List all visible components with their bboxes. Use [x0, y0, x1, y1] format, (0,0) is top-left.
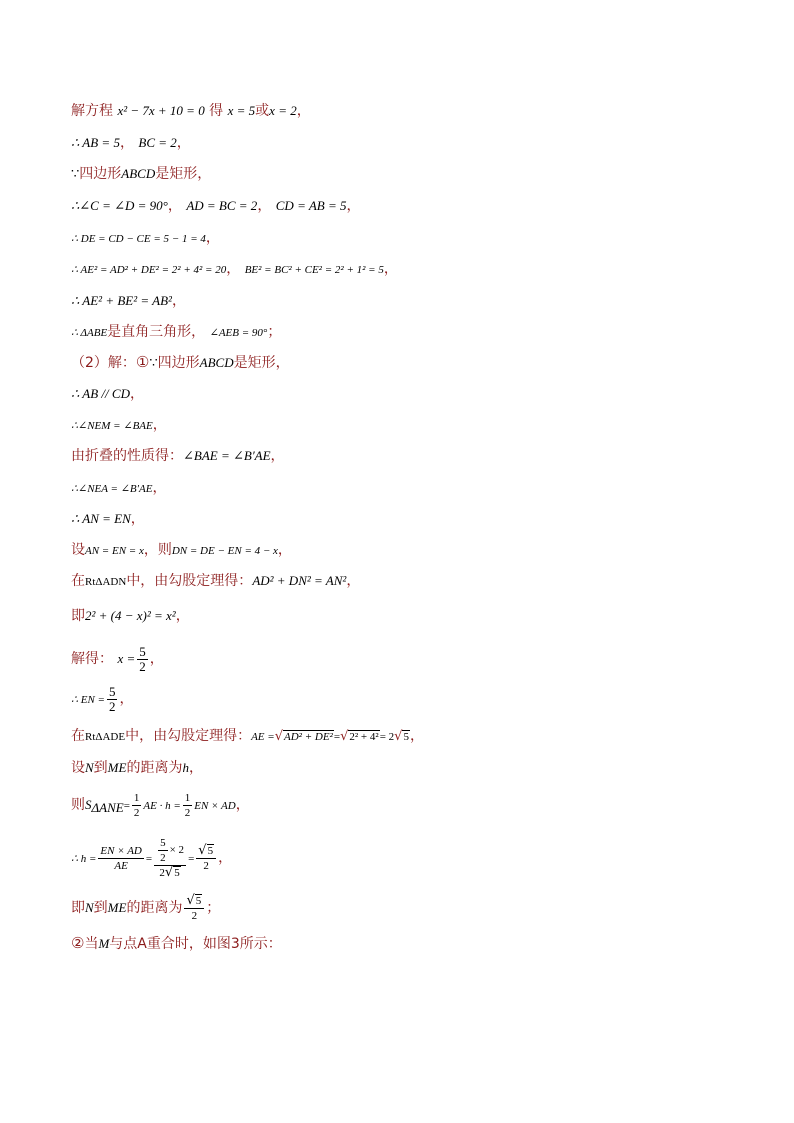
circled-number: ②: [71, 934, 85, 952]
equation: ∴ AB = 5: [71, 135, 120, 150]
fraction: [196, 844, 216, 873]
text: 的距离为: [126, 900, 183, 916]
punctuation: ，: [175, 608, 190, 624]
numerator: 1: [133, 791, 140, 804]
radicand: 5: [195, 894, 202, 907]
punctuation: ，: [171, 293, 186, 309]
radicand: 5: [403, 731, 409, 743]
sqrt-icon: √: [186, 892, 195, 908]
solution-line: [71, 416, 764, 435]
radicand: 5: [174, 867, 180, 879]
text: 是矩形，: [155, 166, 212, 182]
equation: x =: [117, 651, 136, 666]
punctuation: ；: [267, 324, 282, 340]
solution-line: [71, 260, 764, 279]
complex-fraction: [154, 836, 186, 880]
sqrt-icon: √: [394, 729, 403, 744]
text: 中，由勾股定理得：: [125, 728, 252, 744]
solution-line: [71, 644, 764, 674]
equation: CD = AB = 5: [275, 198, 347, 213]
solution-line: [71, 229, 764, 248]
solution-line: [71, 541, 764, 560]
equation: RtΔADE: [85, 731, 126, 743]
solution-line: [71, 759, 764, 777]
equals: =: [188, 853, 195, 865]
punctuation: ，: [176, 135, 191, 151]
solution-line: [71, 572, 764, 591]
punctuation: ，: [167, 198, 182, 214]
text: 当: [84, 936, 99, 952]
numerator: 1: [184, 791, 191, 804]
numerator: 5: [139, 643, 146, 659]
equation: x = 2: [269, 103, 297, 118]
radicand: 5: [207, 844, 214, 857]
text: 得: [209, 103, 224, 119]
equation: ∴ DE = CD − CE = 5 − 1 = 4: [71, 233, 206, 245]
equation: ∴ h =: [71, 853, 97, 865]
denominator: 2: [191, 909, 198, 922]
fraction: [184, 894, 204, 923]
denominator: 2: [108, 698, 116, 714]
denominator: 2: [160, 852, 166, 864]
variable: M: [98, 936, 110, 951]
text: 即: [71, 608, 85, 624]
punctuation: ，: [152, 480, 167, 496]
fraction: [158, 836, 168, 865]
denominator: [157, 866, 182, 880]
text: 的距离为: [126, 760, 183, 776]
numerator: EN × AD: [100, 844, 142, 857]
punctuation: ，: [149, 651, 164, 667]
equation: BC = 2: [138, 135, 177, 150]
text: 四边形: [79, 166, 122, 182]
equation: ∴ AE² = AD² + DE² = 2² + 4² = 20: [71, 264, 227, 276]
equation: ∠BAE = ∠B′AE: [183, 448, 271, 463]
solution-line: [71, 353, 764, 372]
equation: ∴ AE² + BE² = AB²: [71, 293, 172, 308]
text: 设: [71, 542, 85, 558]
equation: RtΔADN: [85, 576, 127, 588]
equation: ABCD: [199, 355, 234, 370]
solution-line: [71, 102, 764, 120]
text: 是直角三角形，: [107, 324, 206, 340]
equation: DN = DE − EN = 4 − x: [171, 545, 278, 557]
radicand: AD² + DE²: [284, 731, 333, 743]
sqrt-icon: √: [198, 842, 207, 858]
text: 在: [71, 728, 85, 744]
sqrt-icon: √: [274, 729, 283, 744]
sqrt-icon: √: [340, 729, 349, 744]
solution-line: [71, 835, 764, 882]
equation: ∠AEB = 90°: [209, 327, 268, 339]
equation: 2² + (4 − x)² = x²: [85, 608, 176, 623]
solution-line: [71, 727, 764, 746]
solution-line: [71, 323, 764, 342]
punctuation: ，: [152, 417, 167, 433]
fraction: [137, 645, 148, 674]
punctuation: ；: [206, 900, 221, 916]
punctuation: ，: [296, 103, 311, 119]
equation: ∴∠NEM = ∠BAE: [71, 420, 153, 432]
punctuation: ，: [130, 511, 145, 527]
variable: ME: [107, 900, 127, 915]
variable: N: [85, 760, 94, 775]
punctuation: ，: [409, 728, 424, 744]
solution-line: [71, 934, 764, 953]
denominator: AE: [114, 859, 128, 872]
part-label: （2）解：: [71, 355, 136, 371]
numerator: [184, 894, 204, 909]
solution-line: [71, 447, 764, 465]
text: 与点A重合时，如图3所示：: [109, 936, 282, 952]
punctuation: ，: [270, 448, 285, 464]
text: 则: [71, 797, 85, 813]
multiplier: × 2: [169, 844, 185, 857]
solution-line: [71, 134, 764, 152]
text: 在: [71, 573, 85, 589]
variable: N: [85, 900, 94, 915]
equals: =: [145, 853, 153, 865]
text: 中，由勾股定理得：: [126, 573, 253, 589]
equation: x² − 7x + 10 = 0: [117, 103, 205, 118]
fraction: [107, 685, 118, 714]
fraction: [98, 844, 143, 873]
punctuation: ，: [119, 135, 134, 151]
equation: ∴ AN = EN: [71, 511, 131, 526]
equals: =: [123, 800, 130, 812]
equation: ∴ ΔABE: [71, 327, 108, 339]
solution-line: [71, 197, 764, 215]
fraction: [132, 791, 142, 820]
text: 解得：: [71, 651, 113, 667]
variable: h: [182, 760, 189, 775]
punctuation: ，: [218, 850, 233, 866]
text: 到: [93, 900, 108, 916]
equation: x = 5: [227, 103, 256, 118]
numerator: [154, 836, 186, 866]
punctuation: ，: [277, 542, 292, 558]
solution-line: [71, 607, 764, 625]
subscript: ΔANE: [91, 800, 124, 815]
because-symbol: ∵: [71, 166, 80, 181]
solution-line: [71, 292, 764, 310]
equals: =: [333, 731, 341, 743]
text: 到: [93, 760, 108, 776]
punctuation: ，: [119, 691, 134, 707]
solution-line: [71, 165, 764, 183]
denominator: 2: [184, 806, 191, 819]
solution-line: [71, 790, 764, 823]
because-symbol: ∵: [149, 355, 158, 370]
area-symbol: S: [85, 797, 92, 812]
solution-line: [71, 893, 764, 923]
sqrt-icon: √: [164, 865, 174, 880]
text: 设: [71, 760, 85, 776]
coefficient: 2: [159, 867, 165, 879]
radicand: 2² + 4²: [349, 731, 379, 743]
numerator: [196, 844, 216, 859]
equation: BE² = BC² + CE² = 2² + 1² = 5: [244, 264, 384, 276]
numerator: 5: [160, 837, 166, 849]
text: 或: [255, 103, 270, 119]
text: ，则: [143, 542, 172, 558]
equation: EN × AD: [194, 800, 236, 812]
numerator: 5: [108, 683, 116, 699]
text: 是矩形，: [233, 355, 290, 371]
equation: ∴ EN =: [71, 694, 105, 706]
variable: ME: [107, 760, 127, 775]
fraction: [183, 791, 193, 820]
punctuation: ，: [383, 261, 398, 277]
punctuation: ，: [129, 386, 144, 402]
circled-number: ①: [135, 353, 150, 371]
text: 解方程: [71, 103, 113, 119]
denominator: 2: [133, 806, 140, 819]
equation: ∴ AB // CD: [71, 386, 130, 401]
punctuation: ，: [188, 760, 203, 776]
equation: AN = EN = x: [85, 545, 144, 557]
equation: AD = BC = 2: [186, 198, 258, 213]
punctuation: ，: [205, 230, 220, 246]
equation: ∴∠C = ∠D = 90°: [71, 198, 168, 213]
text: 由折叠的性质得：: [71, 448, 183, 464]
text: 四边形: [157, 355, 200, 371]
punctuation: ，: [235, 797, 250, 813]
punctuation: ，: [346, 198, 361, 214]
denominator: 2: [203, 859, 209, 872]
equation: ∴∠NEA = ∠B′AE: [71, 483, 153, 495]
equation: ABCD: [121, 166, 156, 181]
equals: = 2: [379, 731, 395, 743]
text: 即: [71, 900, 85, 916]
equation: AD² + DN² = AN²: [252, 573, 347, 588]
punctuation: ，: [346, 573, 361, 589]
punctuation: ，: [226, 261, 241, 277]
solution-line: [71, 684, 764, 715]
equation: AE · h =: [143, 800, 181, 812]
punctuation: ，: [257, 198, 272, 214]
equation: AE =: [251, 731, 275, 743]
solution-line: [71, 510, 764, 528]
solution-line: [71, 385, 764, 403]
solution-line: [71, 479, 764, 498]
denominator: 2: [139, 658, 146, 674]
